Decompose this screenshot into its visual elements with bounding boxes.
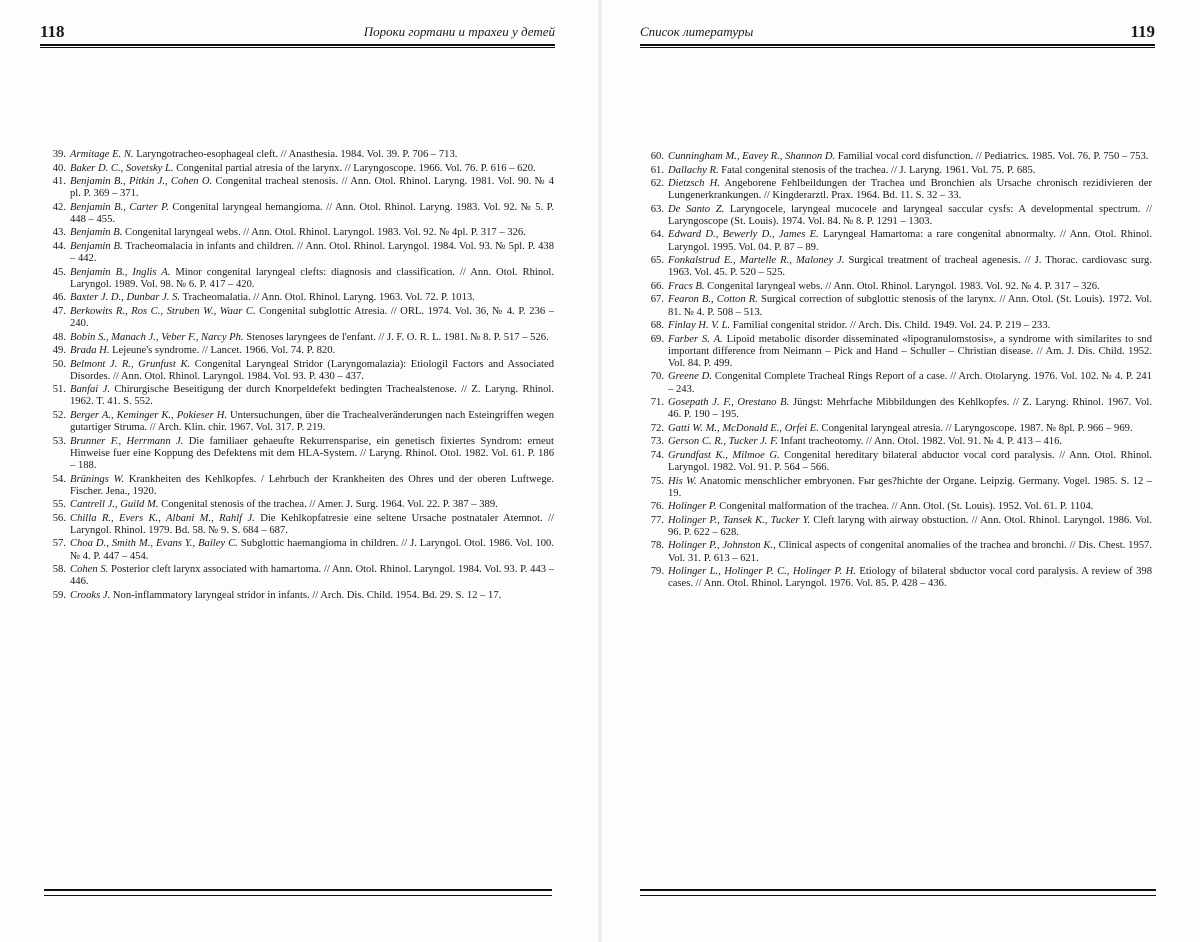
reference-authors: Edward D., Bewerly D., James E. (668, 229, 819, 241)
reference-number: 78. (650, 540, 664, 552)
reference-authors: Baxter J. D., Dunbar J. S. (70, 292, 181, 304)
reference-number: 76. (650, 501, 664, 513)
reference-item (44, 474, 554, 498)
reference-text: Chirurgische Beseitigung der durch Knorpeldefekt bedingten Trachealstenose. // Z. Laryng. Rhinol. 1962. T. 41. S. 552. (70, 384, 554, 408)
reference-text: Congenital hereditary bilateral abductor vocal cord paralysis. // Ann. Otol. Rhinol. Laryngol. 1982. Vol. 91. P. 564 – 566. (668, 449, 1152, 474)
reference-item (44, 176, 554, 200)
reference-authors: Brünings W. (70, 473, 125, 485)
reference-item (642, 320, 1152, 332)
reference-text: Congenital laryngeal webs. // Ann. Otol. Rhinol. Laryngol. 1983. Vol. 92. № 4. P. 317 – 326. (704, 280, 1100, 292)
reference-text: Laryngotracheo-esophageal cleft. // Anasthesia. 1984. Vol. 39. P. 706 – 713. (133, 149, 458, 160)
reference-item (642, 204, 1152, 228)
reference-number: 49. (52, 345, 66, 357)
reference-item (44, 202, 554, 226)
reference-number: 40. (52, 162, 66, 174)
reference-number: 67. (650, 294, 664, 306)
reference-item (44, 332, 554, 344)
reference-authors: Holinger P. (668, 501, 717, 513)
reference-authors: Armitage E. N. (70, 149, 134, 160)
reference-text: Congenital Laryngeal Stridor (Laryngomalazia): Etiologil Factors and Associated Disordes. // Ann. Otol. Rhinol. Laryngol. 1984. Vol. 93. P. 430 – 437. (70, 358, 555, 382)
reference-item (642, 515, 1152, 539)
reference-text: Familial congenital stridor. // Arch. Dis. Child. 1949. Vol. 24. P. 219 – 233. (730, 320, 1051, 332)
reference-item (642, 423, 1152, 435)
reference-number: 77. (650, 514, 664, 526)
reference-number: 59. (52, 589, 66, 601)
reference-number: 58. (52, 564, 66, 576)
reference-item (44, 410, 554, 434)
reference-number: 72. (650, 422, 664, 434)
reference-item (44, 227, 554, 239)
reference-number: 66. (650, 280, 664, 292)
reference-number: 55. (52, 499, 66, 511)
reference-number: 48. (52, 331, 66, 343)
reference-number: 61. (650, 164, 664, 176)
right-page (600, 0, 1200, 942)
reference-item (44, 345, 554, 357)
reference-text: Non-inflammatory laryngeal stridor in infants. // Arch. Dis. Child. 1954. Bd. 29. S. 12 – 17. (110, 589, 502, 601)
reference-item (642, 281, 1152, 293)
reference-authors: Fearon B., Cotton R. (668, 294, 758, 306)
reference-authors: Grundfast K., Milmoe G. (668, 449, 780, 461)
reference-item (642, 151, 1152, 163)
reference-authors: Benjamin B., Pitkin J., Cohen O. (70, 176, 213, 187)
reference-authors: Brada H. (70, 345, 110, 357)
reference-text: Congenital partial atresia of the larynx. // Laryngoscope. 1966. Vol. 76. P. 616 – 620. (173, 162, 536, 174)
reference-item (642, 501, 1152, 513)
reference-number: 75. (650, 475, 664, 487)
reference-text: Die Kehlkopfatresie eine seltene Ursache postnataler Atemnot. // Laryngol. Rhinol. 1979. Bd. 58. № 9. S. 684 – 687. (70, 512, 555, 536)
reference-number: 63. (650, 203, 664, 215)
reference-item (642, 334, 1152, 371)
reference-authors: Choa D., Smith M., Evans Y., Bailey C. (70, 538, 238, 550)
reference-item (44, 306, 554, 330)
reference-number: 71. (650, 397, 664, 409)
reference-text: Familial vocal cord disfunction. // Pediatrics. 1985. Vol. 76. P. 750 – 753. (835, 151, 1149, 162)
reference-number: 64. (650, 229, 664, 241)
reference-authors: Benjamin B., Inglis A. (70, 266, 171, 278)
reference-authors: Benjamin B. (70, 240, 123, 252)
reference-text: Tracheomalatia. // Ann. Otol. Rhinol. Laryng. 1963. Vol. 72. P. 1013. (180, 292, 475, 304)
reference-authors: Crooks J. (70, 589, 111, 601)
reference-number: 39. (52, 149, 66, 160)
reference-text: Infant tracheotomy. // Ann. Otol. 1982. Vol. 91. № 4. P. 413 – 416. (777, 436, 1063, 448)
reference-authors: Gatti W. M., McDonald E., Orfei E. (668, 422, 819, 434)
reference-item (44, 436, 554, 473)
footer-rule (44, 889, 552, 896)
reference-text: Lejeune's syndrome. // Lancet. 1966. Vol. 74. P. 820. (109, 345, 336, 357)
reference-authors: Banfai J. (70, 384, 110, 396)
reference-number: 45. (52, 266, 66, 278)
reference-authors: Berger A., Keminger K., Pokieser H. (70, 409, 228, 421)
reference-text: Angeborene Fehlbeildungen der Trachea und Bronchien als Ursache chronisch rezidivieren der Lungenerkrankungen. // Kingderarztl. Prax. 1964. Bd. 11. S. 32 – 33. (668, 178, 1152, 202)
reference-item (44, 513, 554, 537)
reference-text: Congenital subglottic Atresia. // ORL. 1974. Vol. 36, № 4. P. 236 – 240. (70, 305, 554, 330)
reference-authors: Finlay H. V. L. (668, 320, 731, 332)
right-page-header (640, 22, 1155, 50)
running-title: Список литературы (640, 24, 754, 39)
reference-item (44, 590, 554, 602)
page-number: 118 (40, 22, 65, 41)
reference-text: Die familiaer gehaeufte Rekurrensparise, ein genetisch fixiertes Syndrom: erneut Hinweise fuer eine Koppung des Defektens mit dem HLA-System. // Laryng. Rhinol. Otol. 1982. Vol. 61. P. 186 – 188. (70, 435, 554, 472)
reference-item (44, 564, 554, 588)
reference-text: Posterior cleft larynx associated with hamartoma. // Ann. Otol. Rhinol. Laryngol. 1984. Vol. 93. P. 443 – 446. (70, 564, 554, 588)
reference-number: 47. (52, 305, 66, 317)
reference-authors: Brunner F., Herrmann J. (70, 435, 184, 447)
reference-list (44, 149, 554, 603)
reference-authors: Cohen S. (70, 564, 109, 576)
reference-item (44, 163, 554, 175)
reference-item (642, 397, 1152, 421)
reference-text: Anatomic menschlicher embryonen. Fыr ges?hichte der Organe. Leipzig. Germany. Vogel. 1985. S. 12 – 19. (668, 475, 1152, 499)
reference-authors: Fracs B. (668, 280, 705, 292)
reference-item (642, 566, 1152, 590)
reference-number: 69. (650, 333, 664, 345)
reference-authors: Bobin S., Manach J., Veber F., Narcy Ph. (70, 331, 244, 343)
header-rule (640, 44, 1155, 48)
reference-text: Untersuchungen, über die Trachealveränderungen nach Esteingriffen wegen gutartiger Struma. // Arch. Klin. chir. 1967. Vol. 317. P. 219. (70, 409, 554, 434)
reference-text: Laryngocele, laryngeal mucocele and laryngeal saccular cysfs: A developmental spectrum. // Laryngoscope (St. Louis). 1974. Vol. 84. № 8. P. 1291 – 1303. (668, 203, 1152, 227)
reference-text: Surgical treatment of tracheal agenesis. // J. Thorac. cardiovasc surg. 1963. Vol. 45. P. 520 – 525. (668, 255, 1152, 279)
reference-item (44, 292, 554, 304)
reference-item (44, 384, 554, 408)
reference-text: Cleft laryng with airway obstuction. // Ann. Otol. Rhinol. Laryngol. 1986. Vol. 96. P. 622 – 628. (668, 514, 1152, 538)
reference-text: Etiology of bilateral sbductor vocal cord paralysis. A review of 398 cases. // Ann. Otol. Rhinol. Laryngol. 1976. Vol. 85. P. 428 – 436. (668, 566, 1152, 590)
reference-text: Fatal congenital stenosis of the trachea. // J. Laryng. 1961. Vol. 75. P. 685. (718, 164, 1036, 176)
reference-number: 53. (52, 435, 66, 447)
reference-item (44, 149, 554, 161)
reference-number: 60. (650, 151, 664, 162)
reference-number: 57. (52, 538, 66, 550)
header-rule (40, 44, 555, 48)
reference-item (44, 267, 554, 291)
reference-item (642, 540, 1152, 564)
reference-item (642, 165, 1152, 177)
reference-item (642, 229, 1152, 253)
reference-text: Stenoses laryngees de l'enfant. // J. F. O. R. L. 1981. № 8. P. 517 – 526. (243, 331, 549, 343)
reference-authors: De Santo Z. (668, 203, 725, 215)
reference-number: 62. (650, 178, 664, 189)
reference-authors: Dietzsch H. (668, 178, 720, 189)
reference-number: 41. (52, 176, 66, 187)
reference-authors: Belmont J. R., Grunfust K. (70, 358, 191, 370)
reference-text: Congenital laryngeal hemangioma. // Ann. Otol. Rhinol. Laryng. 1983. Vol. 92. № 5. P. 448 – 455. (70, 201, 554, 225)
reference-text: Tracheomalacia in infants and children. // Ann. Otol. Rhinol. Laryngol. 1984. Vol. 93. № 5pl. P. 438 – 442. (70, 240, 555, 265)
reference-authors: Holinger P., Tansek K., Tucker Y. (668, 514, 811, 526)
reference-text: Congenital stenosis of the trachea. // Amer. J. Surg. 1964. Vol. 22. P. 387 – 389. (158, 499, 498, 511)
page-number: 119 (1130, 22, 1155, 41)
reference-authors: Cunningham M., Eavey R., Shannon D. (668, 151, 836, 162)
reference-text: , Clinical aspects of congenital anomalies of the trachea and bronchi. // Dis. Chest. 1957. Vol. 31. P. 613 – 621. (668, 540, 1152, 564)
reference-authors: His W. (668, 475, 697, 487)
reference-item (642, 294, 1152, 318)
reference-authors: Chilla R., Evers K., Albani M., Rahlf J. (70, 512, 255, 524)
reference-authors: Farber S. A. (668, 333, 723, 345)
reference-authors: Dallachy R. (668, 164, 719, 176)
reference-authors: Benjamin B., Carter P. (70, 201, 169, 213)
reference-number: 65. (650, 255, 664, 267)
reference-number: 70. (650, 371, 664, 383)
footer-rule (640, 889, 1156, 896)
reference-authors: Benjamin B. (70, 227, 123, 239)
reference-text: Jüngst: Mehrfache Mibbildungen des Kehlkopfes. // Z. Laryng. Rhinol. 1967. Vol. 46. P. 190 – 195. (668, 397, 1152, 421)
reference-text: Congenital Complete Tracheal Rings Report of a case. // Arch. Otolaryng. 1976. Vol. 102. № 4. P. 241 – 243. (668, 371, 1152, 395)
reference-number: 56. (52, 512, 66, 524)
reference-text: Lipoid metabolic disorder disseminated «lipogranulomstosis», a syndrome with similarites to snd important difference from Neimann – Pick and Hand – Schuller – Christian disease. // Am. J. Dis. Child. 1952. Vol. 84. P. 499. (668, 333, 1152, 369)
reference-number: 50. (52, 358, 66, 370)
reference-number: 52. (52, 409, 66, 421)
reference-number: 44. (52, 240, 66, 252)
reference-authors: Cantrell J., Guild M. (70, 499, 159, 511)
reference-authors: Holinger L., Holinger P. C., Holinger P. H. (668, 566, 856, 578)
reference-text: Laryngeal Hamartoma: a rare congenital abnormalty. // Ann. Otol. Rhinol. Laryngol. 1995. Vol. 04. P. 87 – 89. (668, 229, 1152, 253)
reference-item (642, 255, 1152, 279)
reference-authors: Holinger P., Johnston K. (668, 540, 774, 552)
reference-text: Subglottic haemangioma in children. // J. Laryngol. Otol. 1986. Vol. 100. № 4. P. 447 – 454. (70, 538, 554, 562)
left-page-header (40, 22, 555, 50)
reference-text: Krankheiten des Kehlkopfes. / Lehrbuch der Krankheiten des Ohres und der oberen Luftwege. Fischer. Jena., 1920. (70, 473, 554, 497)
reference-item (642, 436, 1152, 448)
reference-item (642, 476, 1152, 500)
reference-list (642, 151, 1152, 592)
reference-item (44, 241, 554, 265)
reference-number: 54. (52, 473, 66, 485)
reference-text: Minor congenital laryngeal clefts: diagnosis and classification. // Ann. Otol. Rhinol. Laryngol. 1989. Vol. 98. № 6. P. 417 – 420. (70, 266, 555, 290)
reference-item (642, 178, 1152, 202)
reference-number: 79. (650, 566, 664, 578)
reference-authors: Berkowits R., Ros C., Struben W., Waar C. (70, 305, 256, 317)
reference-number: 74. (650, 449, 664, 461)
reference-text: Congenital laryngeal atresia. // Laryngoscope. 1987. № 8pl. P. 966 – 969. (818, 422, 1133, 434)
reference-text: Congenital laryngeal webs. // Ann. Otol. Rhinol. Laryngol. 1983. Vol. 92. № 4pl. P. 317 – 326. (122, 227, 526, 239)
reference-item (44, 538, 554, 562)
running-title: Пороки гортани и трахеи у детей (363, 24, 555, 39)
reference-number: 73. (650, 436, 664, 448)
reference-item (642, 371, 1152, 395)
reference-number: 68. (650, 320, 664, 332)
reference-item (44, 359, 554, 383)
reference-text: Congenital malformation of the trachea. // Ann. Otol. (St. Louis). 1952. Vol. 61. P. 1104. (716, 501, 1094, 513)
reference-authors: Baker D. C., Sovetsky L. (70, 162, 174, 174)
reference-authors: Fonkalstrud E., Martelle R., Maloney J. (668, 255, 845, 267)
reference-number: 51. (52, 384, 66, 396)
reference-number: 43. (52, 227, 66, 239)
reference-text: Surgical correction of subglottic stenosis of the larynx. // Ann. Otol. (St. Louis). 1972. Vol. 81. № 4. P. 508 – 513. (668, 294, 1152, 318)
reference-authors: Greene D. (668, 371, 712, 383)
reference-number: 42. (52, 201, 66, 213)
reference-number: 46. (52, 292, 66, 304)
reference-item (44, 499, 554, 511)
reference-item (642, 450, 1152, 474)
reference-text: Congenital tracheal stenosis. // Ann. Otol. Rhinol. Laryng. 1981. Vol. 90. № 4 pl. P. 369 – 371. (70, 176, 554, 200)
reference-authors: Gosepath J. F., Orestano B. (668, 397, 790, 409)
reference-authors: Gerson C. R., Tucker J. F. (668, 436, 778, 448)
